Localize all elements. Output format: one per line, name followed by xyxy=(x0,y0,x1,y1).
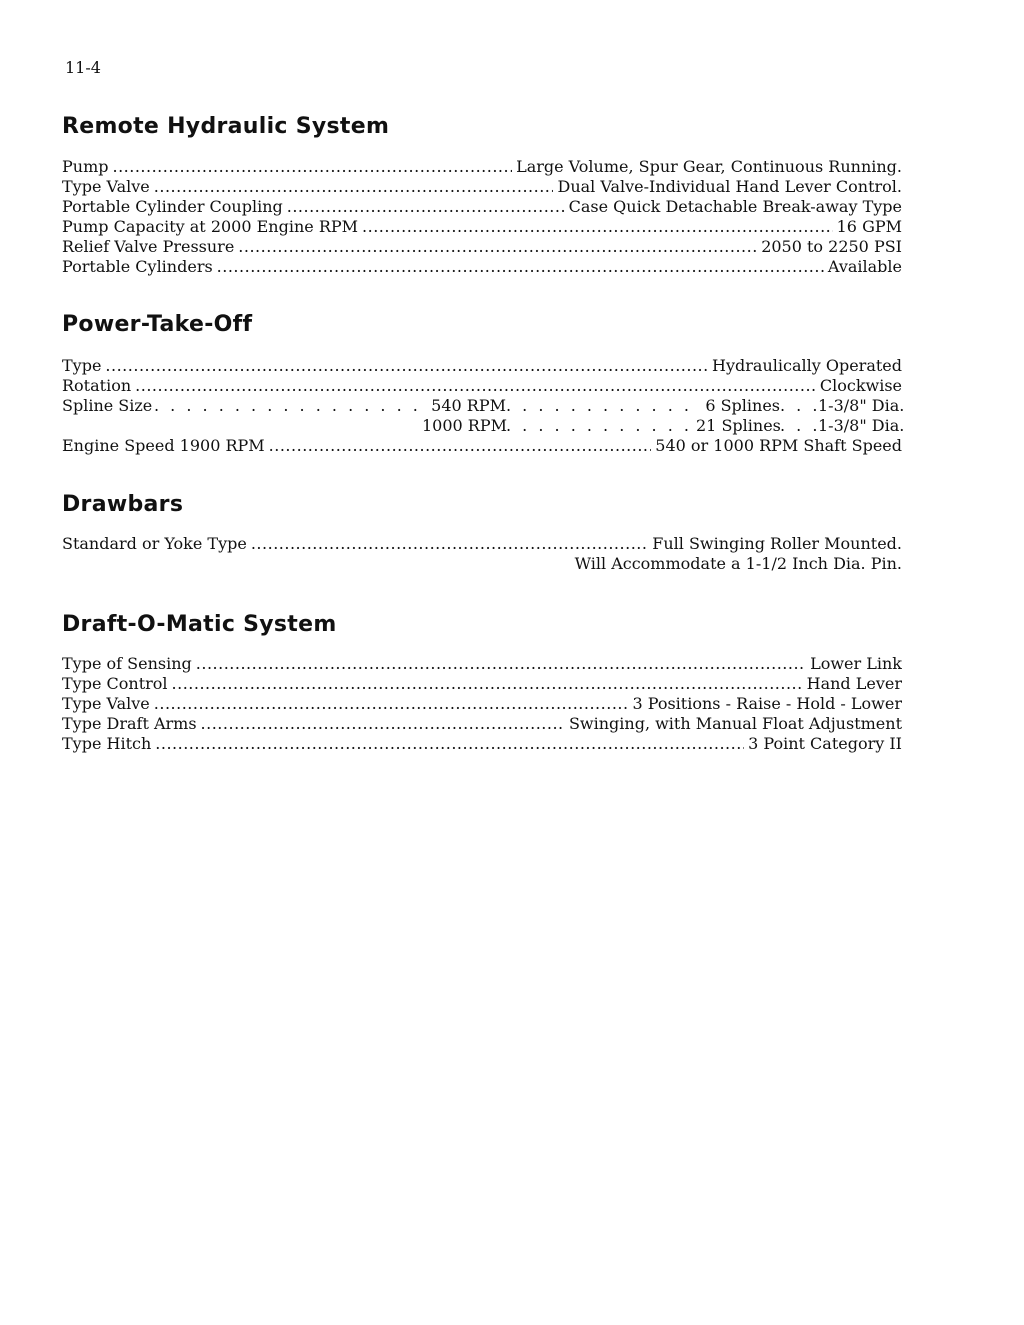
draft-o-matic-section xyxy=(62,612,902,754)
dot-leader xyxy=(201,714,565,734)
spec-label: Rotation xyxy=(62,376,132,395)
spline-size-row xyxy=(62,396,905,416)
section-heading: Drawbars xyxy=(62,492,184,517)
spec-row xyxy=(62,237,902,257)
dot-leader xyxy=(217,257,824,277)
spec-row xyxy=(62,177,902,197)
spec-row xyxy=(62,257,902,277)
spline-count: 21 Splines xyxy=(696,416,781,435)
spec-row xyxy=(62,654,902,674)
dot-leader xyxy=(135,376,816,396)
spec-value: Hydraulically Operated xyxy=(712,356,902,375)
dot-leader xyxy=(105,356,708,376)
spec-label: Type xyxy=(62,356,102,375)
spline-size-row xyxy=(62,416,905,436)
spec-continuation: Will Accommodate a 1-1/2 Inch Dia. Pin. xyxy=(574,554,902,573)
spline-diameter: 1-3/8" Dia. xyxy=(818,396,905,415)
spec-label: Type Valve xyxy=(62,177,150,196)
spec-label: Type Hitch xyxy=(62,734,152,753)
spline-rpm: 1000 RPM xyxy=(422,416,507,435)
spec-list xyxy=(62,157,902,277)
dot-leader xyxy=(287,197,565,217)
dot-leader xyxy=(154,694,629,714)
pto-section xyxy=(62,312,905,456)
dot-leader xyxy=(112,157,512,177)
spec-list xyxy=(62,654,902,754)
page-number: 11-4 xyxy=(65,58,101,77)
dot-leader xyxy=(251,534,648,554)
spec-label: Engine Speed 1900 RPM xyxy=(62,436,265,455)
spec-value: 2050 to 2250 PSI xyxy=(761,237,902,256)
spec-row xyxy=(62,674,902,694)
drawbars-section xyxy=(62,492,902,574)
spline-diameter: 1-3/8" Dia. xyxy=(818,416,905,435)
dot-leader xyxy=(172,674,803,694)
spec-value: Dual Valve-Individual Hand Lever Control. xyxy=(557,177,902,196)
spec-value: Lower Link xyxy=(810,654,902,673)
section-heading: Remote Hydraulic System xyxy=(62,114,390,139)
spec-label: Type Valve xyxy=(62,694,150,713)
spec-label: Pump Capacity at 2000 Engine RPM xyxy=(62,217,359,236)
dot-leader xyxy=(196,654,806,674)
spec-label: Type Control xyxy=(62,674,168,693)
spec-value: Clockwise xyxy=(819,376,902,395)
section-heading: Power-Take-Off xyxy=(62,312,253,337)
dot-leader xyxy=(154,177,554,197)
spec-value: 540 or 1000 RPM Shaft Speed xyxy=(655,436,902,455)
spec-value: Full Swinging Roller Mounted. xyxy=(652,534,902,553)
spec-value: Large Volume, Spur Gear, Continuous Running. xyxy=(516,157,902,176)
dot-leader xyxy=(362,217,833,237)
dot-leader xyxy=(506,396,696,416)
spec-value: Hand Lever xyxy=(806,674,902,693)
spec-value: 16 GPM xyxy=(836,217,902,236)
spec-label: Type of Sensing xyxy=(62,654,192,673)
spec-label: Portable Cylinder Coupling xyxy=(62,197,283,216)
spec-row xyxy=(62,714,902,734)
dot-leader xyxy=(155,734,744,754)
spline-rpm: 540 RPM xyxy=(431,396,506,415)
spline-count: 6 Splines xyxy=(705,396,780,415)
spec-label: Spline Size xyxy=(62,396,153,415)
spec-row xyxy=(62,534,902,554)
remote-hydraulic-section xyxy=(62,114,902,277)
spec-row xyxy=(62,734,902,754)
spec-row xyxy=(62,197,902,217)
spec-value: Case Quick Detachable Break-away Type xyxy=(568,197,902,216)
spec-row xyxy=(62,157,902,177)
spec-label: Pump xyxy=(62,157,109,176)
dot-leader xyxy=(780,396,818,416)
dot-leader xyxy=(154,396,422,416)
spec-value: Swinging, with Manual Float Adjustment xyxy=(568,714,902,733)
spec-row xyxy=(62,694,902,714)
spec-row xyxy=(62,436,902,456)
section-heading: Draft-O-Matic System xyxy=(62,612,337,637)
dot-leader xyxy=(506,416,696,436)
dot-leader xyxy=(269,436,652,456)
spec-label: Type Draft Arms xyxy=(62,714,197,733)
dot-leader xyxy=(780,416,818,436)
spec-value: Available xyxy=(827,257,902,276)
spec-row xyxy=(62,356,902,376)
spec-value: 3 Point Category II xyxy=(748,734,902,753)
spec-row xyxy=(62,376,902,396)
spec-row xyxy=(62,217,902,237)
spec-list xyxy=(62,356,905,456)
spec-label: Portable Cylinders xyxy=(62,257,213,276)
spec-label: Relief Valve Pressure xyxy=(62,237,235,256)
spec-label: Standard or Yoke Type xyxy=(62,534,247,553)
dot-leader xyxy=(238,237,757,257)
spec-list xyxy=(62,534,902,574)
spec-value: 3 Positions - Raise - Hold - Lower xyxy=(632,694,902,713)
